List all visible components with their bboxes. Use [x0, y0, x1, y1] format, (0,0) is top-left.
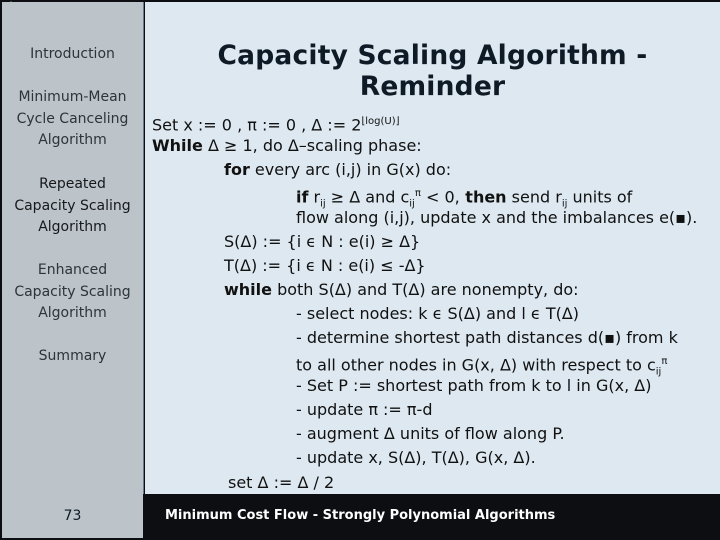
- line-text: < 0,: [420, 187, 460, 207]
- algorithm-line-update-x: - update x, S(Δ), T(Δ), G(x, Δ).: [296, 448, 536, 467]
- line-text: ≥ Δ and c: [325, 187, 410, 207]
- footer: [0, 494, 720, 540]
- algorithm-line-s-delta: S(Δ) := {i ϵ N : e(i) ≥ Δ}: [224, 232, 421, 251]
- sidebar-item-minimum-mean-cycle-canceling[interactable]: Minimum-Mean Cycle Canceling Algorithm: [16, 89, 129, 148]
- algorithm-line-shortest-path: - determine shortest path distances d(▪) from k: [296, 328, 678, 347]
- algorithm-line-while: [152, 134, 422, 158]
- footer-title: Minimum Cost Flow - Strongly Polynomial Algorithms: [165, 508, 556, 523]
- line-text: r: [308, 187, 321, 207]
- keyword-then: then: [459, 187, 507, 207]
- slide-title: Capacity Scaling Algorithm - Reminder: [217, 40, 648, 102]
- keyword-for: for: [224, 160, 250, 179]
- algorithm-line-inner-while: [224, 278, 579, 302]
- line-text: Set x := 0 , π := 0 , Δ := 2: [152, 115, 362, 135]
- keyword-while: while: [224, 280, 272, 299]
- line-text: send r: [506, 187, 562, 207]
- line-text: to all other nodes in G(x, Δ) with respect to c: [296, 355, 656, 375]
- sidebar-item-summary[interactable]: Summary: [38, 348, 107, 364]
- line-text: units of: [567, 187, 633, 207]
- page-number: 73: [2, 494, 143, 538]
- algorithm-line-t-delta: T(Δ) := {i ϵ N : e(i) ≤ -Δ}: [224, 256, 426, 275]
- keyword-if: if: [296, 187, 309, 207]
- algorithm-line-update-pi: - update π := π-d: [296, 400, 433, 419]
- line-text: Δ ≥ 1, do Δ–scaling phase:: [202, 136, 422, 155]
- sidebar-item-repeated-capacity-scaling[interactable]: Repeated Capacity Scaling Algorithm: [14, 176, 131, 235]
- line-superscript: π: [661, 356, 668, 367]
- line-text: both S(Δ) and T(Δ) are nonempty, do:: [272, 280, 579, 299]
- sidebar-item-enhanced-capacity-scaling[interactable]: Enhanced Capacity Scaling Algorithm: [14, 262, 131, 321]
- sidebar-item-introduction[interactable]: Introduction: [30, 46, 115, 62]
- slide-content: [145, 2, 720, 494]
- algorithm-line-flow: flow along (i,j), update x and the imbalances e(▪).: [296, 208, 698, 227]
- algorithm-line-halve-delta: set Δ := Δ / 2: [228, 473, 335, 492]
- line-subscript: ij: [409, 198, 415, 210]
- line-text: every arc (i,j) in G(x) do:: [249, 160, 452, 179]
- algorithm-line-augment: - augment Δ units of flow along P.: [296, 424, 565, 443]
- line-subscript: ij: [655, 366, 662, 378]
- algorithm-line-select: - select nodes: k ϵ S(Δ) and l ϵ T(Δ): [296, 304, 580, 323]
- line-superscript: π: [414, 188, 421, 199]
- line-superscript: ⌊log(U)⌋: [361, 116, 400, 127]
- algorithm-line-set-p: - Set P := shortest path from k to l in G(x, Δ): [296, 376, 652, 395]
- algorithm-line-for: [224, 158, 451, 182]
- line-subscript: ij: [561, 198, 568, 210]
- sidebar: [2, 2, 144, 494]
- line-subscript: ij: [320, 198, 326, 210]
- keyword-while: While: [152, 136, 203, 155]
